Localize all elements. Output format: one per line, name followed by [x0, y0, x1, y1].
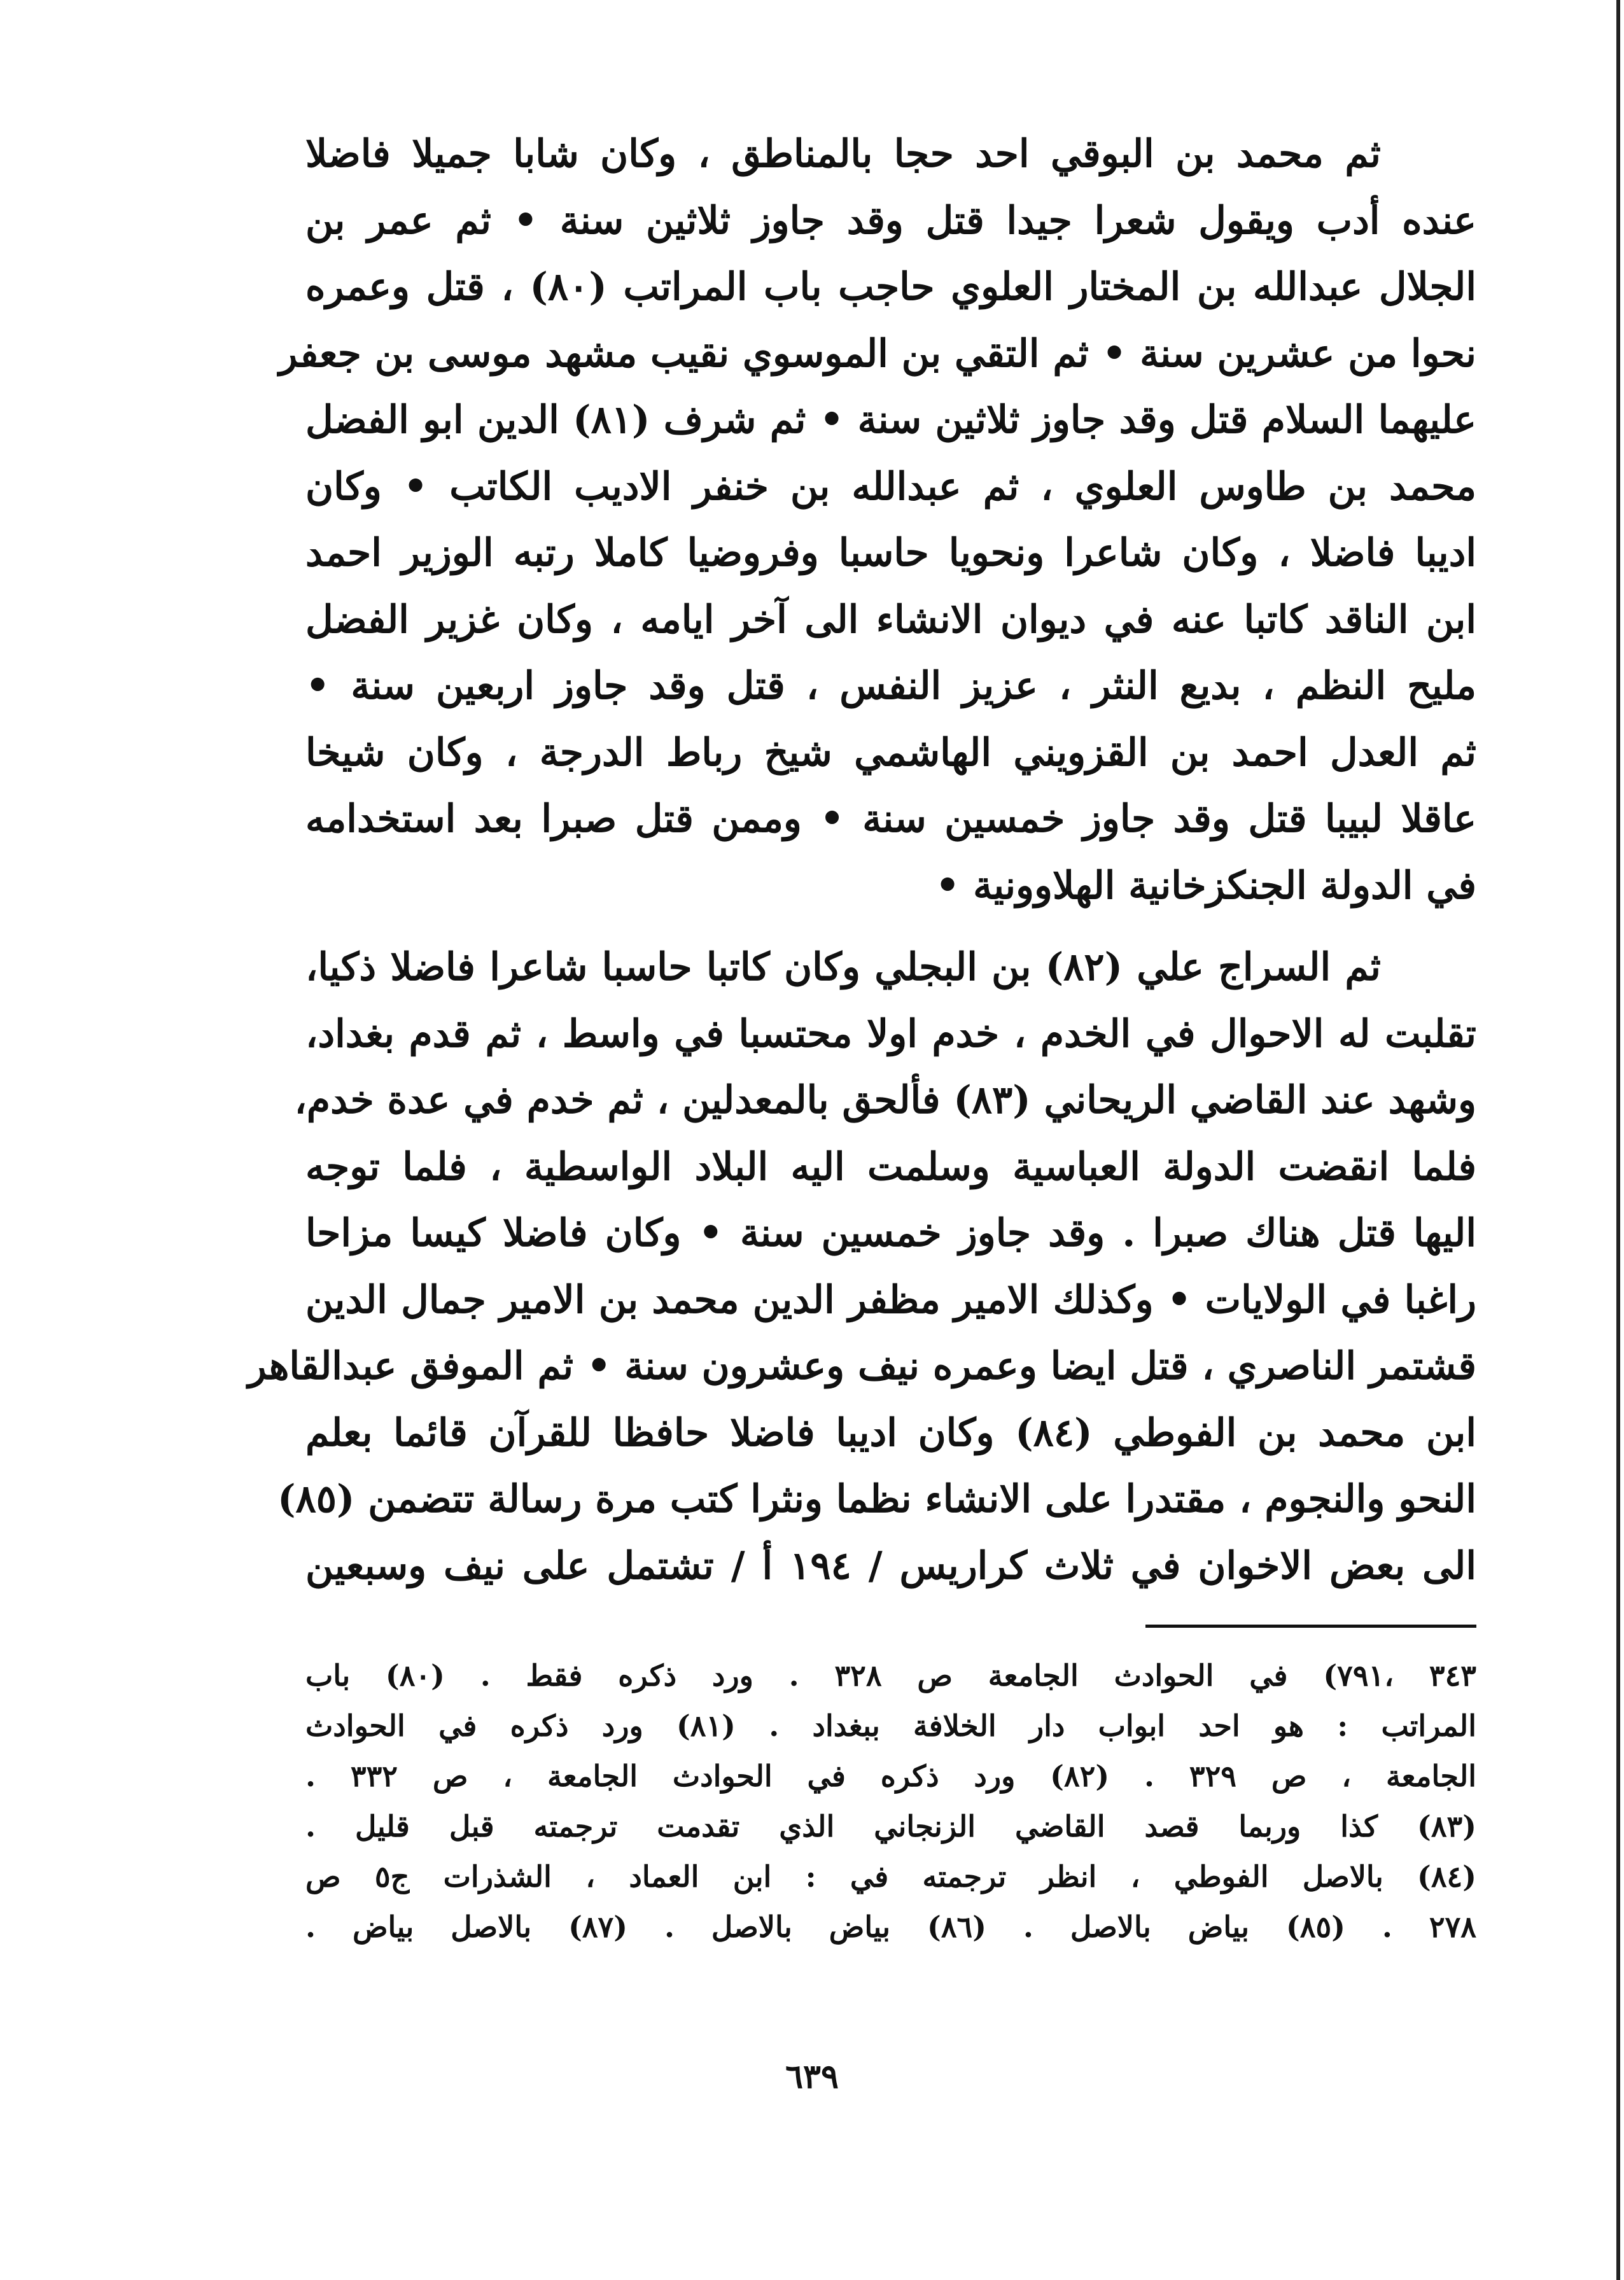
- text-line: راغبا في الولايات • وكذلك الامير مظفر الدين محمد بن الامير جمال الدين: [305, 1277, 1476, 1322]
- footnote-line: ٢٧٨ . (٨٥) بياض بالاصل . (٨٦) بياض بالاصل . (٨٧) بالاصل بياض .: [305, 1910, 1476, 1944]
- text-line: في الدولة الجنكزخانية الهلاوونية •: [935, 863, 1476, 908]
- text-line: عنده أدب ويقول شعرا جيدا قتل وقد جاوز ثلاثين سنة • ثم عمر بن: [305, 198, 1476, 243]
- text-line: تقلبت له الاحوال في الخدم ، خدم اولا محتسبا في واسط ، ثم قدم بغداد،: [305, 1011, 1476, 1056]
- text-line: نحوا من عشرين سنة • ثم التقي بن الموسوي نقيب مشهد موسى بن جعفر: [279, 331, 1476, 376]
- text-line: الجلال عبدالله بن المختار العلوي حاجب باب المراتب (٨٠) ، قتل وعمره: [305, 265, 1476, 309]
- text-line: عليهما السلام قتل وقد جاوز ثلاثين سنة • ثم شرف (٨١) الدين ابو الفضل: [305, 398, 1477, 442]
- text-line: وشهد عند القاضي الريحاني (٨٣) فألحق بالمعدلين ، ثم خدم في عدة خدم،: [294, 1078, 1476, 1123]
- text-line: ثم العدل احمد بن القزويني الهاشمي شيخ رباط الدرجة ، وكان شيخا: [305, 730, 1476, 775]
- text-line: ابن الناقد كاتبا عنه في ديوان الانشاء الى آخر ايامه ، وكان غزير الفضل: [305, 597, 1476, 642]
- page-number: ٦٣٩: [785, 2057, 839, 2096]
- page-edge-line: [1616, 0, 1620, 2280]
- text-line: قشتمر الناصري ، قتل ايضا وعمره نيف وعشرون سنة • ثم الموفق عبدالقاهر: [248, 1344, 1476, 1388]
- text-line: فلما انقضت الدولة العباسية وسلمت اليه البلاد الواسطية ، فلما توجه: [305, 1144, 1476, 1189]
- text-line: ثم محمد بن البوقي احد حجا بالمناطق ، وكان شابا جميلا فاضلا: [305, 132, 1381, 176]
- text-line: ابن محمد بن الفوطي (٨٤) وكان اديبا فاضلا حافظا للقرآن قائما بعلم: [305, 1410, 1476, 1455]
- footnotes: [305, 1651, 1476, 1952]
- paragraph-1: [279, 121, 1477, 919]
- text-line: الى بعض الاخوان في ثلاث كراريس / ١٩٤ أ / تشتمل على نيف وسبعين: [305, 1543, 1477, 1588]
- footnote-line: (٨٣) كذا وربما قصد القاضي الزنجاني الذي تقدمت ترجمته قبل قليل .: [305, 1809, 1476, 1843]
- text-line: مليح النظم ، بديع النثر ، عزيز النفس ، قتل وقد جاوز اربعين سنة •: [305, 664, 1476, 708]
- text-line: النحو والنجوم ، مقتدرا على الانشاء نظما ونثرا كتب مرة رسالة تتضمن (٨٥): [277, 1477, 1476, 1521]
- footnote-line: الجامعة ، ص ٣٢٩ . (٨٢) ورد ذكره في الحوادث الجامعة ، ص ٣٣٢ .: [305, 1759, 1476, 1793]
- document-page: [248, 121, 1477, 1952]
- text-line: اليها قتل هناك صبرا . وقد جاوز خمسين سنة • وكان فاضلا كيسا مزاحا: [305, 1211, 1476, 1255]
- text-line: ثم السراج علي (٨٢) بن البجلي وكان كاتبا حاسبا شاعرا فاضلا ذكيا،: [305, 945, 1381, 990]
- paragraph-2: [248, 934, 1477, 1599]
- text-line: محمد بن طاوس العلوي ، ثم عبدالله بن خنفر الاديب الكاتب • وكان: [305, 464, 1476, 509]
- footnote-separator: [1145, 1625, 1476, 1628]
- text-line: عاقلا لبيبا قتل وقد جاوز خمسين سنة • وممن قتل صبرا بعد استخدامه: [305, 797, 1476, 841]
- text-line: اديبا فاضلا ، وكان شاعرا ونحويا حاسبا وفروضيا كاملا رتبه الوزير احمد: [305, 531, 1476, 575]
- footnote-line: المراتب : هو احد ابواب دار الخلافة ببغداد . (٨١) ورد ذكره في الحوادث: [305, 1709, 1476, 1743]
- footnote-line: (٨٤) بالاصل الفوطي ، انظر ترجمته في : ابن العماد ، الشذرات ج٥ ص: [305, 1859, 1476, 1894]
- footnote-line: ٣٤٣ ،٧٩١) في الحوادث الجامعة ص ٣٢٨ . ورد ذكره فقط . (٨٠) باب: [305, 1658, 1477, 1693]
